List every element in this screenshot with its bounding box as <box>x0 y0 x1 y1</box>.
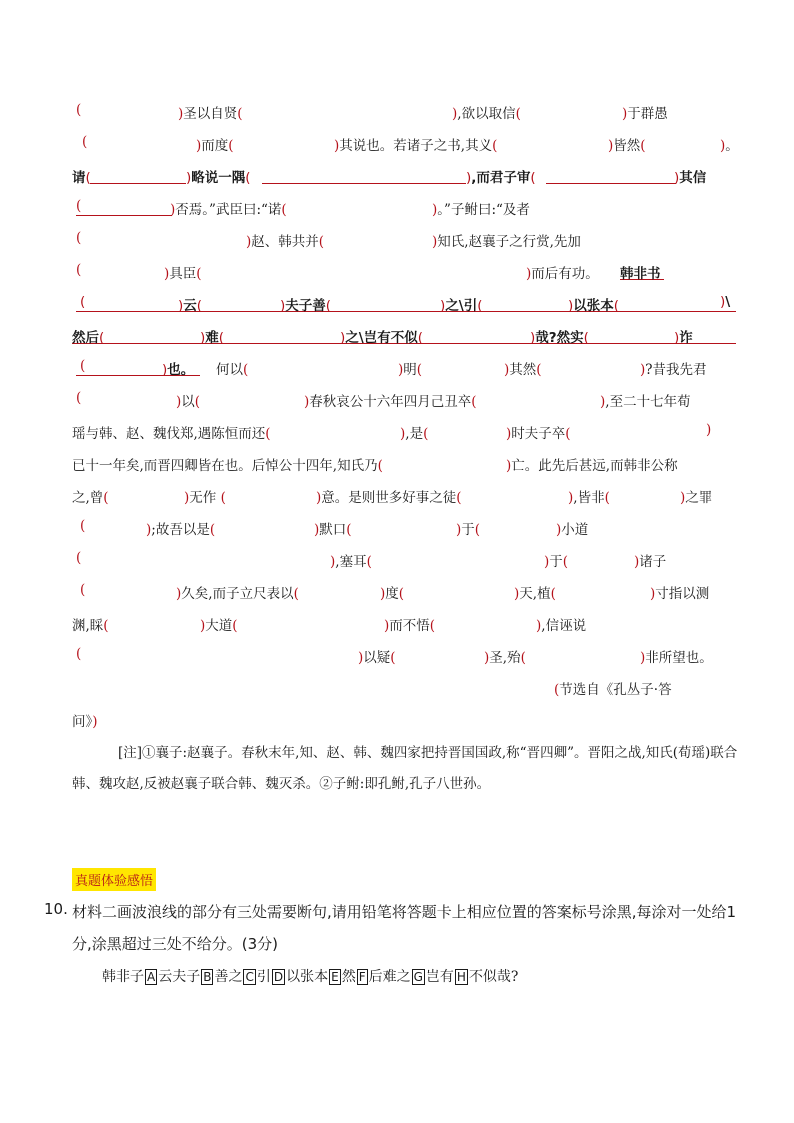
passage-text: )。”子鲋曰:“及者 <box>432 202 530 218</box>
passage-text: )之\岂有不似( <box>340 330 423 346</box>
passage-text: )以( <box>176 394 201 410</box>
passage-text: 何以( <box>216 362 249 378</box>
option-label-g: G <box>413 970 423 984</box>
passage-text: 韩非书 <box>620 266 661 282</box>
answer-options <box>102 966 518 986</box>
passage-text: )其说也。若诸子之书,其义( <box>334 138 498 154</box>
passage-text: )之\引( <box>440 298 483 314</box>
passage-text: )亡。此先后甚远,而韩非公称 <box>506 458 678 474</box>
option-text: 后难之 <box>368 969 411 985</box>
passage-text: ),信诬说 <box>536 618 587 634</box>
passage-text: )\ <box>720 294 731 310</box>
passage-text: )明( <box>398 362 423 378</box>
passage-text: ),欲以取信( <box>452 106 521 122</box>
option-label-d: D <box>273 970 284 984</box>
option-text: 引 <box>256 969 271 985</box>
passage-text: 问》) <box>72 714 98 730</box>
option-text: 韩非子 <box>102 969 144 985</box>
passage-text: )而度( <box>196 138 234 154</box>
passage-text: )也。 <box>162 362 195 378</box>
option-label-f: F <box>358 970 366 984</box>
passage-text: ( <box>80 294 86 310</box>
option-label-b: B <box>203 970 212 984</box>
passage-text: )于( <box>544 554 569 570</box>
passage-text: 然后( <box>72 330 105 346</box>
passage-text: )之罪 <box>680 490 713 506</box>
option-text: 善之 <box>214 969 243 985</box>
passage-text: ( <box>76 198 82 214</box>
passage-text: 瑶与韩、赵、魏伐郑,遇陈恒而还( <box>72 426 271 442</box>
passage-text: 之,曾( <box>72 490 109 506</box>
passage-text: )圣以自贤( <box>178 106 243 122</box>
underline <box>76 311 736 312</box>
option-label-e: E <box>331 970 339 984</box>
option-text: 云夫子 <box>158 969 201 985</box>
passage-text: ),至二十七年荀 <box>600 394 691 410</box>
passage-text: )非所望也。 <box>640 650 713 666</box>
passage-text: )而不悟( <box>384 618 436 634</box>
passage-text: )于群愚 <box>622 106 668 122</box>
passage-text: )略说一隅( <box>186 170 251 186</box>
option-text: 岂有 <box>425 969 454 985</box>
underline <box>262 183 466 184</box>
passage-text: ) <box>706 422 712 438</box>
passage-text: )于( <box>456 522 481 538</box>
passage-text: )春秋哀公十六年四月己丑卒( <box>304 394 477 410</box>
passage-text: )云( <box>178 298 203 314</box>
passage-text: )久矣,而子立尺表以( <box>176 586 299 602</box>
option-label-c: C <box>245 970 254 984</box>
passage-text: )默口( <box>314 522 352 538</box>
passage-text: ( <box>76 102 82 118</box>
option-text: 然 <box>341 969 356 985</box>
passage-text: ),塞耳( <box>330 554 372 570</box>
passage-text: )度( <box>380 586 405 602</box>
passage-text: )否焉。”武臣曰:“诺( <box>170 202 287 218</box>
passage-text: )大道( <box>200 618 238 634</box>
passage-text: ( <box>76 262 82 278</box>
passage-text: )圣,殆( <box>484 650 526 666</box>
passage-text: )难( <box>200 330 225 346</box>
passage-text: ( <box>76 550 82 566</box>
passage-text: 已十一年矣,而晋四卿皆在也。后悼公十四年,知氏乃( <box>72 458 383 474</box>
passage-text: ( <box>76 646 82 662</box>
passage-text: )天,植( <box>514 586 556 602</box>
option-label-a: A <box>147 970 156 984</box>
passage-text: )其信 <box>674 170 707 186</box>
option-label-h: H <box>456 970 466 984</box>
underline <box>76 215 172 216</box>
question-number: 10. <box>44 900 68 918</box>
passage-text: )赵、韩共并( <box>246 234 325 250</box>
passage-text: )而后有功。 <box>526 266 599 282</box>
annotation-note: [注]①襄子:赵襄子。春秋末年,知、赵、韩、魏四家把持晋国国政,称“晋四卿”。晋阳之战,知氏(荀瑶)联合韩、魏攻赵,反被赵襄子联合韩、魏灭杀。②子鲋:即孔鲋,孔子八世孙。 <box>72 745 738 792</box>
underline <box>546 183 676 184</box>
passage-text: )诈 <box>674 330 693 346</box>
passage-text: ),是( <box>400 426 429 442</box>
passage-text: ( <box>76 390 82 406</box>
passage-text: )哉?然实( <box>530 330 589 346</box>
passage-text: )其然( <box>504 362 542 378</box>
passage-text: )以张本( <box>568 298 620 314</box>
passage-text: ( <box>80 582 86 598</box>
passage-text: )以疑( <box>358 650 396 666</box>
underline <box>90 183 186 184</box>
passage-text: )。 <box>720 138 739 154</box>
passage-text: )具臣( <box>164 266 202 282</box>
passage-text: )时夫子卒( <box>506 426 571 442</box>
passage-text: (节选自《孔丛子·答 <box>554 682 672 698</box>
passage-text: )意。是则世多好事之徒( <box>316 490 462 506</box>
passage-text: )诸子 <box>634 554 667 570</box>
option-text: 以张本 <box>286 969 329 985</box>
passage-text: )?昔我先君 <box>640 362 707 378</box>
passage-text: )知氏,赵襄子之行赏,先加 <box>432 234 581 250</box>
passage-text: ( <box>80 518 86 534</box>
passage-text: ( <box>82 134 88 150</box>
passage-text: )小道 <box>556 522 589 538</box>
passage-text: ( <box>80 358 86 374</box>
passage-text: ),而君子审( <box>466 170 536 186</box>
passage-text: ( <box>76 230 82 246</box>
passage-text: );故吾以是( <box>146 522 216 538</box>
passage-text: 渊,睬( <box>72 618 109 634</box>
section-tag: 真题体验感悟 <box>72 868 156 891</box>
question-text: 材料二画波浪线的部分有三处需要断句,请用铅笔将答题卡上相应位置的答案标号涂黑,每涂对一处给1分,涂黑超过三处不给分。(3分) <box>72 903 737 953</box>
passage-text: )寸指以测 <box>650 586 710 602</box>
option-text: 不似哉? <box>468 969 519 985</box>
passage-text: 请( <box>72 170 91 186</box>
passage-text: )夫子善( <box>280 298 332 314</box>
passage-text: )无作 ( <box>184 490 226 506</box>
passage-text: )皆然( <box>608 138 646 154</box>
passage-text: ),皆非( <box>568 490 610 506</box>
